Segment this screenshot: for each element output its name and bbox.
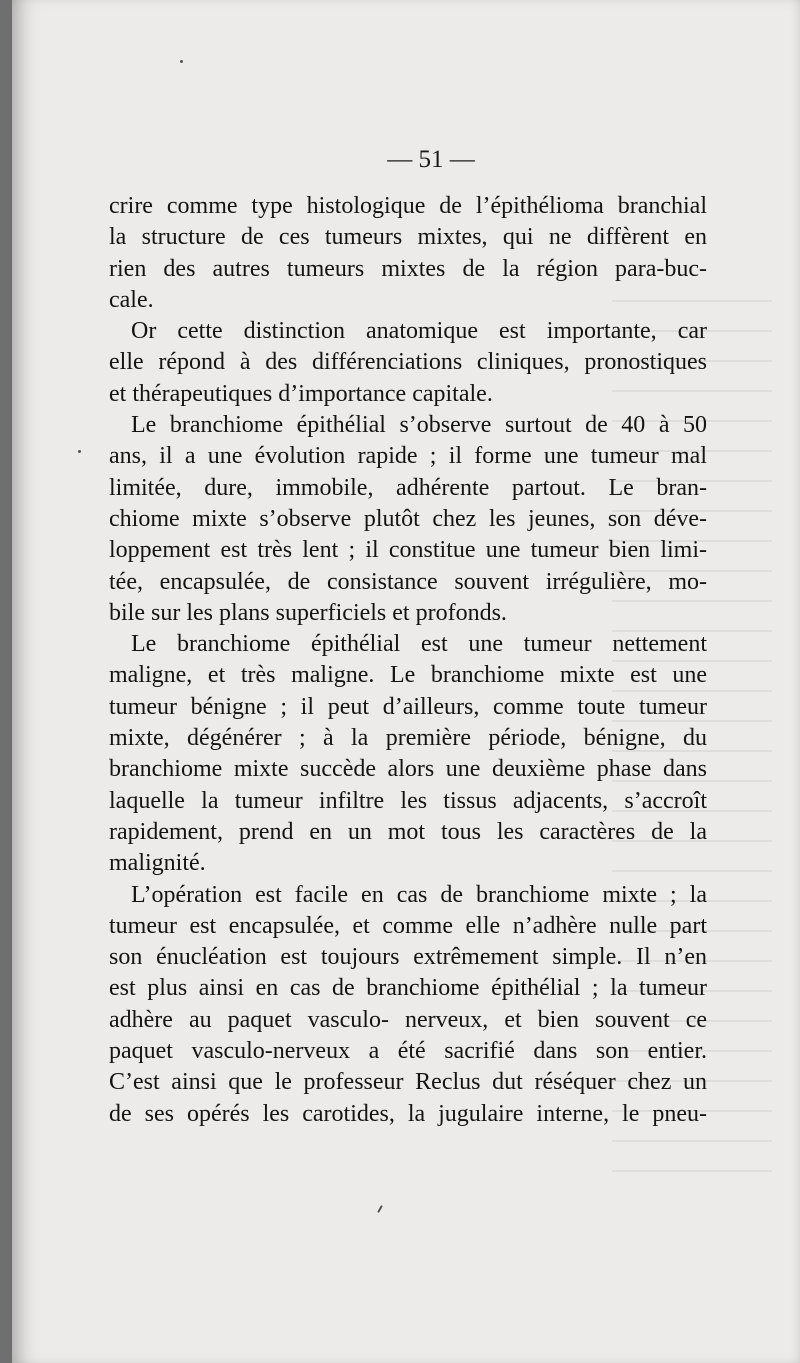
text-line: loppement est très lent ; il constitue une tumeur bien limi- [109,537,707,564]
text-line: la structure de ces tumeurs mixtes, qui ne diffèrent en [109,224,707,251]
text-line: cale. [109,286,154,313]
text-line: L’opération est facile en cas de branchiome mixte ; la [131,881,707,908]
body-text [109,191,707,1130]
text-line: tumeur est encapsulée, et comme elle n’adhère nulle part [109,912,707,939]
text-line: tée, encapsulée, de consistance souvent irrégulière, mo- [109,568,707,595]
text-line: rien des autres tumeurs mixtes de la région para-buc- [109,255,707,282]
text-line: elle répond à des différenciations cliniques, pronostiques [109,349,707,376]
text-line: bile sur les plans superficiels et profonds. [109,599,507,626]
text-line: crire comme type histologique de l’épithélioma branchial [109,193,707,219]
paragraph [109,316,707,410]
text-line: Le branchiome épithélial s’observe surtout de 40 à 50 [131,412,707,439]
text-line: limitée, dure, immobile, adhérente partout. Le bran- [109,474,707,501]
paper-speck [377,1205,383,1213]
text-line: branchiome mixte succède alors une deuxième phase dans [109,756,707,783]
text-line: laquelle la tumeur infiltre les tissus adjacents, s’accroît [109,787,707,814]
text-line: Le branchiome épithélial est une tumeur nettement [131,631,707,658]
text-line: chiome mixte s’observe plutôt chez les jeunes, son déve- [109,505,707,532]
text-line: paquet vasculo-nerveux a été sacrifié dans son entier. [109,1038,707,1065]
paragraph [109,629,707,879]
text-line: est plus ainsi en cas de branchiome épithélial ; la tumeur [109,975,707,1002]
text-line: C’est ainsi que le professeur Reclus dut réséquer chez un [109,1069,707,1096]
text-line: adhère au paquet vasculo- nerveux, et bien souvent ce [109,1006,707,1033]
paragraph [109,191,707,316]
page-number: — 51 — [387,146,475,173]
text-line: rapidement, prend en un mot tous les caractères de la [109,818,707,845]
text-line: maligne, et très maligne. Le branchiome mixte est une [109,662,707,689]
text-line: tumeur bénigne ; il peut d’ailleurs, comme toute tumeur [109,693,707,720]
text-line: et thérapeutiques d’importance capitale. [109,380,493,407]
text-line: son énucléation est toujours extrêmement simple. Il n’en [109,944,707,971]
paragraph [109,880,707,1130]
text-line: de ses opérés les carotides, la jugulaire interne, le pneu- [109,1100,707,1127]
text-line: ans, il a une évolution rapide ; il forme une tumeur mal [109,443,707,470]
paper-speck [78,450,81,453]
text-line: Or cette distinction anatomique est importante, car [131,318,707,345]
text-line: mixte, dégénérer ; à la première période, bénigne, du [109,725,707,752]
paragraph [109,410,707,629]
text-line: malignité. [109,850,206,877]
book-page [12,0,800,1363]
paper-speck [180,60,183,63]
